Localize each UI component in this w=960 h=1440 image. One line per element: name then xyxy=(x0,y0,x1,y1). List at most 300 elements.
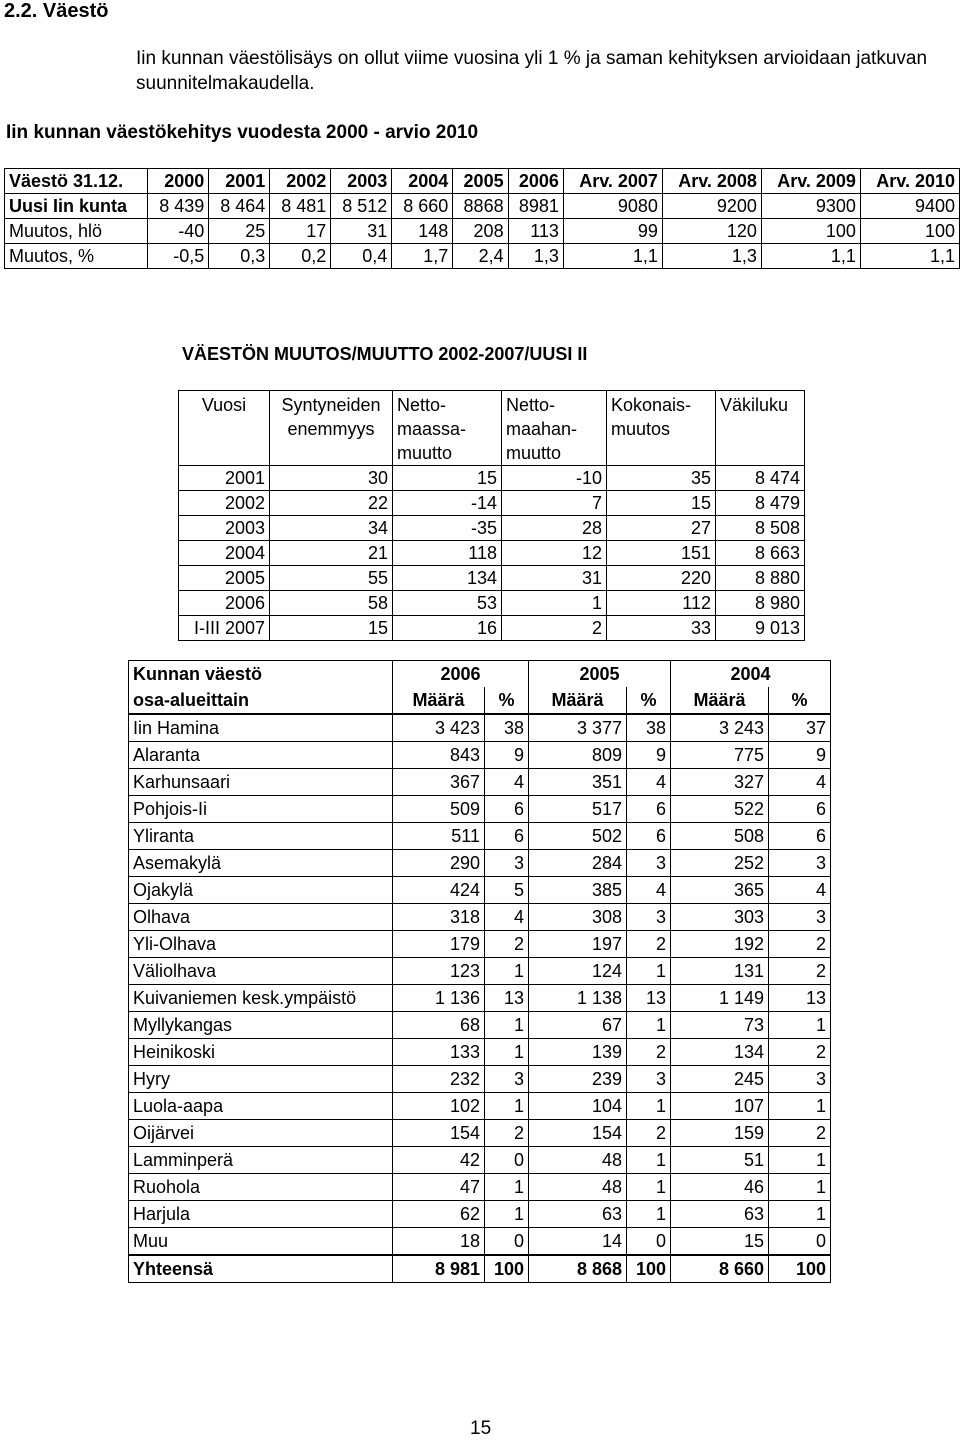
table3-cell: 131 xyxy=(671,958,769,985)
table3-cell: 2 xyxy=(769,1039,831,1066)
table3-subheader-cell: % xyxy=(627,687,671,714)
table3-cell: 424 xyxy=(393,877,485,904)
table1-cell: 120 xyxy=(662,219,761,244)
table1-cell: 100 xyxy=(860,219,959,244)
table1-cell: 99 xyxy=(563,219,662,244)
table1-cell: 9080 xyxy=(563,194,662,219)
table1-header-cell: 2001 xyxy=(209,169,270,194)
table3-total-row xyxy=(129,1255,831,1283)
table3-row xyxy=(129,796,831,823)
table3-cell: 47 xyxy=(393,1174,485,1201)
table1-cell: 1,1 xyxy=(860,244,959,269)
table2-cell: 58 xyxy=(270,591,393,616)
table3-row xyxy=(129,850,831,877)
table3-subheader-cell: osa-alueittain xyxy=(129,687,393,714)
table3-cell: 245 xyxy=(671,1066,769,1093)
table2-cell: 53 xyxy=(393,591,502,616)
table2-header-cell xyxy=(607,391,716,466)
table3-cell: 502 xyxy=(529,823,627,850)
table3-cell: Heinikoski xyxy=(129,1039,393,1066)
table3-cell: 2 xyxy=(627,931,671,958)
table3-cell: Väliolhava xyxy=(129,958,393,985)
table2-cell: 2002 xyxy=(179,491,270,516)
table2-cell: 8 880 xyxy=(716,566,805,591)
table2-title: VÄESTÖN MUUTOS/MUUTTO 2002-2007/UUSI II xyxy=(182,344,588,364)
table1-cell: -0,5 xyxy=(148,244,209,269)
table3-cell: 4 xyxy=(769,769,831,796)
table3-cell: 42 xyxy=(393,1147,485,1174)
table2-row xyxy=(179,591,805,616)
table3-row xyxy=(129,877,831,904)
table3-cell: 0 xyxy=(769,1228,831,1256)
table2-cell: 2 xyxy=(502,616,607,641)
population-by-area-table xyxy=(128,660,831,1283)
table3-cell: 6 xyxy=(485,796,529,823)
table2-row xyxy=(179,491,805,516)
table2-cell: 151 xyxy=(607,541,716,566)
table3-cell: 63 xyxy=(529,1201,627,1228)
table1-header-row xyxy=(5,169,960,194)
table2-cell: 2006 xyxy=(179,591,270,616)
table3-cell: 252 xyxy=(671,850,769,877)
table3-cell: 67 xyxy=(529,1012,627,1039)
table3-cell: 107 xyxy=(671,1093,769,1120)
table3-cell: 154 xyxy=(529,1120,627,1147)
table2-header-row xyxy=(179,391,805,466)
table2-header-line: Väkiluku xyxy=(720,395,789,415)
table3-cell: 3 423 xyxy=(393,714,485,742)
table3-cell: 3 xyxy=(769,904,831,931)
table3-cell: 124 xyxy=(529,958,627,985)
table2-cell: 8 474 xyxy=(716,466,805,491)
table3-cell: Ruohola xyxy=(129,1174,393,1201)
table3-cell: 1 149 xyxy=(671,985,769,1012)
table3-cell: 3 243 xyxy=(671,714,769,742)
table3-header-cell: Kunnan väestö xyxy=(129,661,393,688)
table3-cell: 13 xyxy=(627,985,671,1012)
table1-cell: 8868 xyxy=(453,194,508,219)
table1-cell: 100 xyxy=(761,219,860,244)
table3-cell: 365 xyxy=(671,877,769,904)
table3-row xyxy=(129,958,831,985)
table3-row xyxy=(129,1147,831,1174)
table2-header-cell xyxy=(716,391,805,466)
table3-cell: 522 xyxy=(671,796,769,823)
table2-cell: 2001 xyxy=(179,466,270,491)
table3-row xyxy=(129,931,831,958)
table3-cell: Kuivaniemen kesk.ympäistö xyxy=(129,985,393,1012)
table3-cell: 1 xyxy=(485,1174,529,1201)
table3-cell: Yliranta xyxy=(129,823,393,850)
table2-cell: 27 xyxy=(607,516,716,541)
table1-cell: 8 660 xyxy=(392,194,453,219)
table3-cell: 6 xyxy=(769,796,831,823)
table1-row xyxy=(5,194,960,219)
table3-cell: Pohjois-Ii xyxy=(129,796,393,823)
table3-subheader-cell: Määrä xyxy=(671,687,769,714)
intro-paragraph: Iin kunnan väestölisäys on ollut viime vuosina yli 1 % ja saman kehityksen arvioidaan jatkuvan suunnitelmakaudella. xyxy=(136,48,928,94)
table2-header-line: Kokonais- xyxy=(611,395,692,415)
table3-cell: 6 xyxy=(627,796,671,823)
table3-cell: 13 xyxy=(769,985,831,1012)
table1-cell: Uusi Iin kunta xyxy=(5,194,148,219)
table2-header-line: Netto- xyxy=(397,395,447,415)
table1-cell: 9400 xyxy=(860,194,959,219)
table3-cell: 37 xyxy=(769,714,831,742)
table3-cell: 154 xyxy=(393,1120,485,1147)
table2-cell: 55 xyxy=(270,566,393,591)
table1-header-cell: 2003 xyxy=(331,169,392,194)
table3-cell: 318 xyxy=(393,904,485,931)
table1-caption: Iin kunnan väestökehitys vuodesta 2000 - arvio 2010 xyxy=(6,122,479,143)
table3-cell: 1 xyxy=(769,1174,831,1201)
table3-cell: 51 xyxy=(671,1147,769,1174)
table3-row xyxy=(129,823,831,850)
table3-header-cell: 2004 xyxy=(671,661,831,688)
table3-cell: 179 xyxy=(393,931,485,958)
table3-cell: 5 xyxy=(485,877,529,904)
table2-cell: 16 xyxy=(393,616,502,641)
table3-cell: 2 xyxy=(627,1039,671,1066)
table3-cell: 48 xyxy=(529,1174,627,1201)
table3-row xyxy=(129,1012,831,1039)
table1-cell: 0,3 xyxy=(209,244,270,269)
table3-cell: 308 xyxy=(529,904,627,931)
table2-header-line: enemmyys xyxy=(287,419,375,439)
table3-cell: Ojakylä xyxy=(129,877,393,904)
table3-cell: 38 xyxy=(627,714,671,742)
table1-row xyxy=(5,244,960,269)
table3-cell: 1 138 xyxy=(529,985,627,1012)
table2-cell: 2004 xyxy=(179,541,270,566)
table3-cell: 284 xyxy=(529,850,627,877)
table3-cell: 3 xyxy=(769,850,831,877)
table3-cell: 18 xyxy=(393,1228,485,1256)
table3-cell: 1 xyxy=(627,1147,671,1174)
table3-cell: 843 xyxy=(393,742,485,769)
table3-cell: 46 xyxy=(671,1174,769,1201)
table3-row xyxy=(129,1120,831,1147)
table3-cell: 139 xyxy=(529,1039,627,1066)
table1-cell: 9200 xyxy=(662,194,761,219)
table3-cell: 63 xyxy=(671,1201,769,1228)
table3-cell: 1 xyxy=(769,1147,831,1174)
table2-cell: 15 xyxy=(607,491,716,516)
table3-cell: 385 xyxy=(529,877,627,904)
table2-cell: I-III 2007 xyxy=(179,616,270,641)
table3-cell: 102 xyxy=(393,1093,485,1120)
table3-cell: 3 xyxy=(627,850,671,877)
table3-cell: 1 xyxy=(769,1093,831,1120)
table3-cell: 13 xyxy=(485,985,529,1012)
table3-row xyxy=(129,985,831,1012)
table2-cell: -10 xyxy=(502,466,607,491)
table3-cell: 3 377 xyxy=(529,714,627,742)
table2-cell: 2003 xyxy=(179,516,270,541)
table3-total-cell: Yhteensä xyxy=(129,1255,393,1283)
table2-header-line: maassa- xyxy=(397,419,467,439)
table3-cell: 1 xyxy=(769,1201,831,1228)
table3-cell: 197 xyxy=(529,931,627,958)
table2-cell: 28 xyxy=(502,516,607,541)
table3-cell: 1 xyxy=(627,1093,671,1120)
table2-cell: 9 013 xyxy=(716,616,805,641)
table3-cell: 367 xyxy=(393,769,485,796)
table3-cell: 0 xyxy=(627,1228,671,1256)
table2-cell: 15 xyxy=(393,466,502,491)
table3-cell: 1 xyxy=(485,1012,529,1039)
table3-cell: 1 xyxy=(627,1012,671,1039)
table1-cell: 148 xyxy=(392,219,453,244)
table3-cell: 0 xyxy=(485,1228,529,1256)
table3-cell: 14 xyxy=(529,1228,627,1256)
table3-total-cell: 100 xyxy=(485,1255,529,1283)
table3-cell: 3 xyxy=(769,1066,831,1093)
table2-cell: 30 xyxy=(270,466,393,491)
table3-cell: 290 xyxy=(393,850,485,877)
page-number: 15 xyxy=(470,1418,492,1439)
table2-cell: 33 xyxy=(607,616,716,641)
table3-cell: 4 xyxy=(485,769,529,796)
table3-cell: 68 xyxy=(393,1012,485,1039)
table3-cell: 239 xyxy=(529,1066,627,1093)
table3-cell: Yli-Olhava xyxy=(129,931,393,958)
table2-cell: 31 xyxy=(502,566,607,591)
population-trend-table xyxy=(4,168,960,269)
table1-header-cell: 2006 xyxy=(508,169,563,194)
table2-cell: 21 xyxy=(270,541,393,566)
table3-header-row xyxy=(129,661,831,688)
table3-cell: 517 xyxy=(529,796,627,823)
table3-row xyxy=(129,714,831,742)
table2-cell: 220 xyxy=(607,566,716,591)
table3-cell: 1 xyxy=(627,1201,671,1228)
table2-cell: 2005 xyxy=(179,566,270,591)
table1-cell: 1,3 xyxy=(662,244,761,269)
table2-header-line: muutto xyxy=(397,443,453,463)
table3-cell: 232 xyxy=(393,1066,485,1093)
table1-cell: 113 xyxy=(508,219,563,244)
table1-header-cell: Arv. 2009 xyxy=(761,169,860,194)
table1-cell: 9300 xyxy=(761,194,860,219)
table1-header-cell: Väestö 31.12. xyxy=(5,169,148,194)
table2-row xyxy=(179,516,805,541)
table3-cell: 159 xyxy=(671,1120,769,1147)
table2-cell: 8 980 xyxy=(716,591,805,616)
table3-row xyxy=(129,742,831,769)
table3-cell: 1 xyxy=(485,1093,529,1120)
table2-cell: 8 479 xyxy=(716,491,805,516)
table3-cell: 3 xyxy=(485,1066,529,1093)
table2-cell: 22 xyxy=(270,491,393,516)
table3-cell: 133 xyxy=(393,1039,485,1066)
table1-cell: 0,2 xyxy=(270,244,331,269)
table3-cell: 2 xyxy=(485,931,529,958)
table2-header-line: Syntyneiden xyxy=(281,395,381,415)
table3-subheader-cell: % xyxy=(485,687,529,714)
table1-header-cell: 2005 xyxy=(453,169,508,194)
table3-cell: 4 xyxy=(769,877,831,904)
table1-cell: 1,3 xyxy=(508,244,563,269)
table2-cell: 34 xyxy=(270,516,393,541)
table3-cell: Asemakylä xyxy=(129,850,393,877)
table3-cell: Olhava xyxy=(129,904,393,931)
table3-cell: 303 xyxy=(671,904,769,931)
table2-cell: -35 xyxy=(393,516,502,541)
table2-cell: 8 663 xyxy=(716,541,805,566)
table3-total-cell: 100 xyxy=(627,1255,671,1283)
table3-row xyxy=(129,1174,831,1201)
table3-cell: 15 xyxy=(671,1228,769,1256)
table2-header-cell xyxy=(179,391,270,466)
table2-row xyxy=(179,566,805,591)
table3-cell: 0 xyxy=(485,1147,529,1174)
table3-cell: Myllykangas xyxy=(129,1012,393,1039)
table1-header-cell: 2004 xyxy=(392,169,453,194)
table3-cell: Karhunsaari xyxy=(129,769,393,796)
table2-cell: 8 508 xyxy=(716,516,805,541)
table3-cell: 1 xyxy=(769,1012,831,1039)
table3-cell: 509 xyxy=(393,796,485,823)
table2-cell: 7 xyxy=(502,491,607,516)
table3-cell: 1 136 xyxy=(393,985,485,1012)
table3-cell: 1 xyxy=(485,1039,529,1066)
table3-cell: 62 xyxy=(393,1201,485,1228)
table3-cell: 4 xyxy=(627,769,671,796)
table2-header-line: maahan- xyxy=(506,419,578,439)
table1-cell: 2,4 xyxy=(453,244,508,269)
table3-total-cell: 100 xyxy=(769,1255,831,1283)
table1-cell: -40 xyxy=(148,219,209,244)
table3-header-cell: 2005 xyxy=(529,661,671,688)
table3-total-cell: 8 660 xyxy=(671,1255,769,1283)
table1-header-cell: Arv. 2010 xyxy=(860,169,959,194)
table3-cell: 6 xyxy=(627,823,671,850)
table1-header-cell: 2002 xyxy=(270,169,331,194)
table2-cell: 1 xyxy=(502,591,607,616)
table1-header-cell: 2000 xyxy=(148,169,209,194)
table3-subheader-cell: % xyxy=(769,687,831,714)
table3-cell: 2 xyxy=(769,1120,831,1147)
table3-row xyxy=(129,1039,831,1066)
table1-cell: 1,7 xyxy=(392,244,453,269)
table2-header-line: muutos xyxy=(611,419,671,439)
table2-cell: 12 xyxy=(502,541,607,566)
table2-cell: 134 xyxy=(393,566,502,591)
table1-cell: 1,1 xyxy=(761,244,860,269)
table3-total-cell: 8 981 xyxy=(393,1255,485,1283)
table3-subheader-cell: Määrä xyxy=(529,687,627,714)
table1-cell: Muutos, % xyxy=(5,244,148,269)
table3-cell: 1 xyxy=(485,958,529,985)
table3-row xyxy=(129,1066,831,1093)
table1-cell: 31 xyxy=(331,219,392,244)
table3-total-cell: 8 868 xyxy=(529,1255,627,1283)
table3-cell: Iin Hamina xyxy=(129,714,393,742)
table3-cell: 809 xyxy=(529,742,627,769)
table1-cell: 0,4 xyxy=(331,244,392,269)
table3-cell: 351 xyxy=(529,769,627,796)
table3-cell: 1 xyxy=(485,1201,529,1228)
table3-cell: 4 xyxy=(485,904,529,931)
table2-cell: 15 xyxy=(270,616,393,641)
table2-cell: 112 xyxy=(607,591,716,616)
table1-cell: Muutos, hlö xyxy=(5,219,148,244)
table3-cell: Oijärvei xyxy=(129,1120,393,1147)
table3-cell: 6 xyxy=(485,823,529,850)
table3-cell: 9 xyxy=(769,742,831,769)
table3-cell: Luola-aapa xyxy=(129,1093,393,1120)
section-heading: 2.2. Väestö xyxy=(4,0,109,22)
table1-row xyxy=(5,219,960,244)
table3-cell: 2 xyxy=(769,931,831,958)
table2-header-line: Vuosi xyxy=(201,395,247,415)
table2-header-line: muutto xyxy=(506,443,562,463)
table3-cell: Hyry xyxy=(129,1066,393,1093)
table1-header-cell: Arv. 2008 xyxy=(662,169,761,194)
table1-cell: 8 439 xyxy=(148,194,209,219)
table3-cell: 4 xyxy=(627,877,671,904)
table3-row xyxy=(129,904,831,931)
table3-cell: 9 xyxy=(485,742,529,769)
table2-row xyxy=(179,466,805,491)
table3-cell: 1 xyxy=(627,1174,671,1201)
table3-cell: 3 xyxy=(627,904,671,931)
table2-cell: -14 xyxy=(393,491,502,516)
table3-cell: Lamminperä xyxy=(129,1147,393,1174)
table1-cell: 25 xyxy=(209,219,270,244)
table2-cell: 118 xyxy=(393,541,502,566)
table2-cell: 35 xyxy=(607,466,716,491)
table3-row xyxy=(129,1201,831,1228)
table2-header-cell xyxy=(502,391,607,466)
table3-cell: 6 xyxy=(769,823,831,850)
table3-cell: 104 xyxy=(529,1093,627,1120)
table2-row xyxy=(179,541,805,566)
table3-cell: Muu xyxy=(129,1228,393,1256)
table3-row xyxy=(129,769,831,796)
table2-row xyxy=(179,616,805,641)
table1-cell: 8981 xyxy=(508,194,563,219)
table1-cell: 8 464 xyxy=(209,194,270,219)
table3-subheader-row xyxy=(129,687,831,714)
table3-cell: 73 xyxy=(671,1012,769,1039)
table1-cell: 208 xyxy=(453,219,508,244)
table3-cell: 508 xyxy=(671,823,769,850)
table1-cell: 17 xyxy=(270,219,331,244)
table2-header-cell xyxy=(393,391,502,466)
table3-cell: 3 xyxy=(627,1066,671,1093)
table3-header-cell: 2006 xyxy=(393,661,529,688)
table1-cell: 8 481 xyxy=(270,194,331,219)
table3-cell: 511 xyxy=(393,823,485,850)
table1-cell: 8 512 xyxy=(331,194,392,219)
table3-cell: Harjula xyxy=(129,1201,393,1228)
table3-cell: 327 xyxy=(671,769,769,796)
table3-cell: 38 xyxy=(485,714,529,742)
table3-cell: 1 xyxy=(627,958,671,985)
table3-row xyxy=(129,1228,831,1256)
table1-cell: 1,1 xyxy=(563,244,662,269)
table3-cell: 9 xyxy=(627,742,671,769)
table2-header-cell xyxy=(270,391,393,466)
table2-header-line: Netto- xyxy=(506,395,556,415)
table3-cell: 775 xyxy=(671,742,769,769)
table3-cell: 3 xyxy=(485,850,529,877)
population-change-table xyxy=(178,390,805,641)
table3-cell: 123 xyxy=(393,958,485,985)
table3-cell: 192 xyxy=(671,931,769,958)
